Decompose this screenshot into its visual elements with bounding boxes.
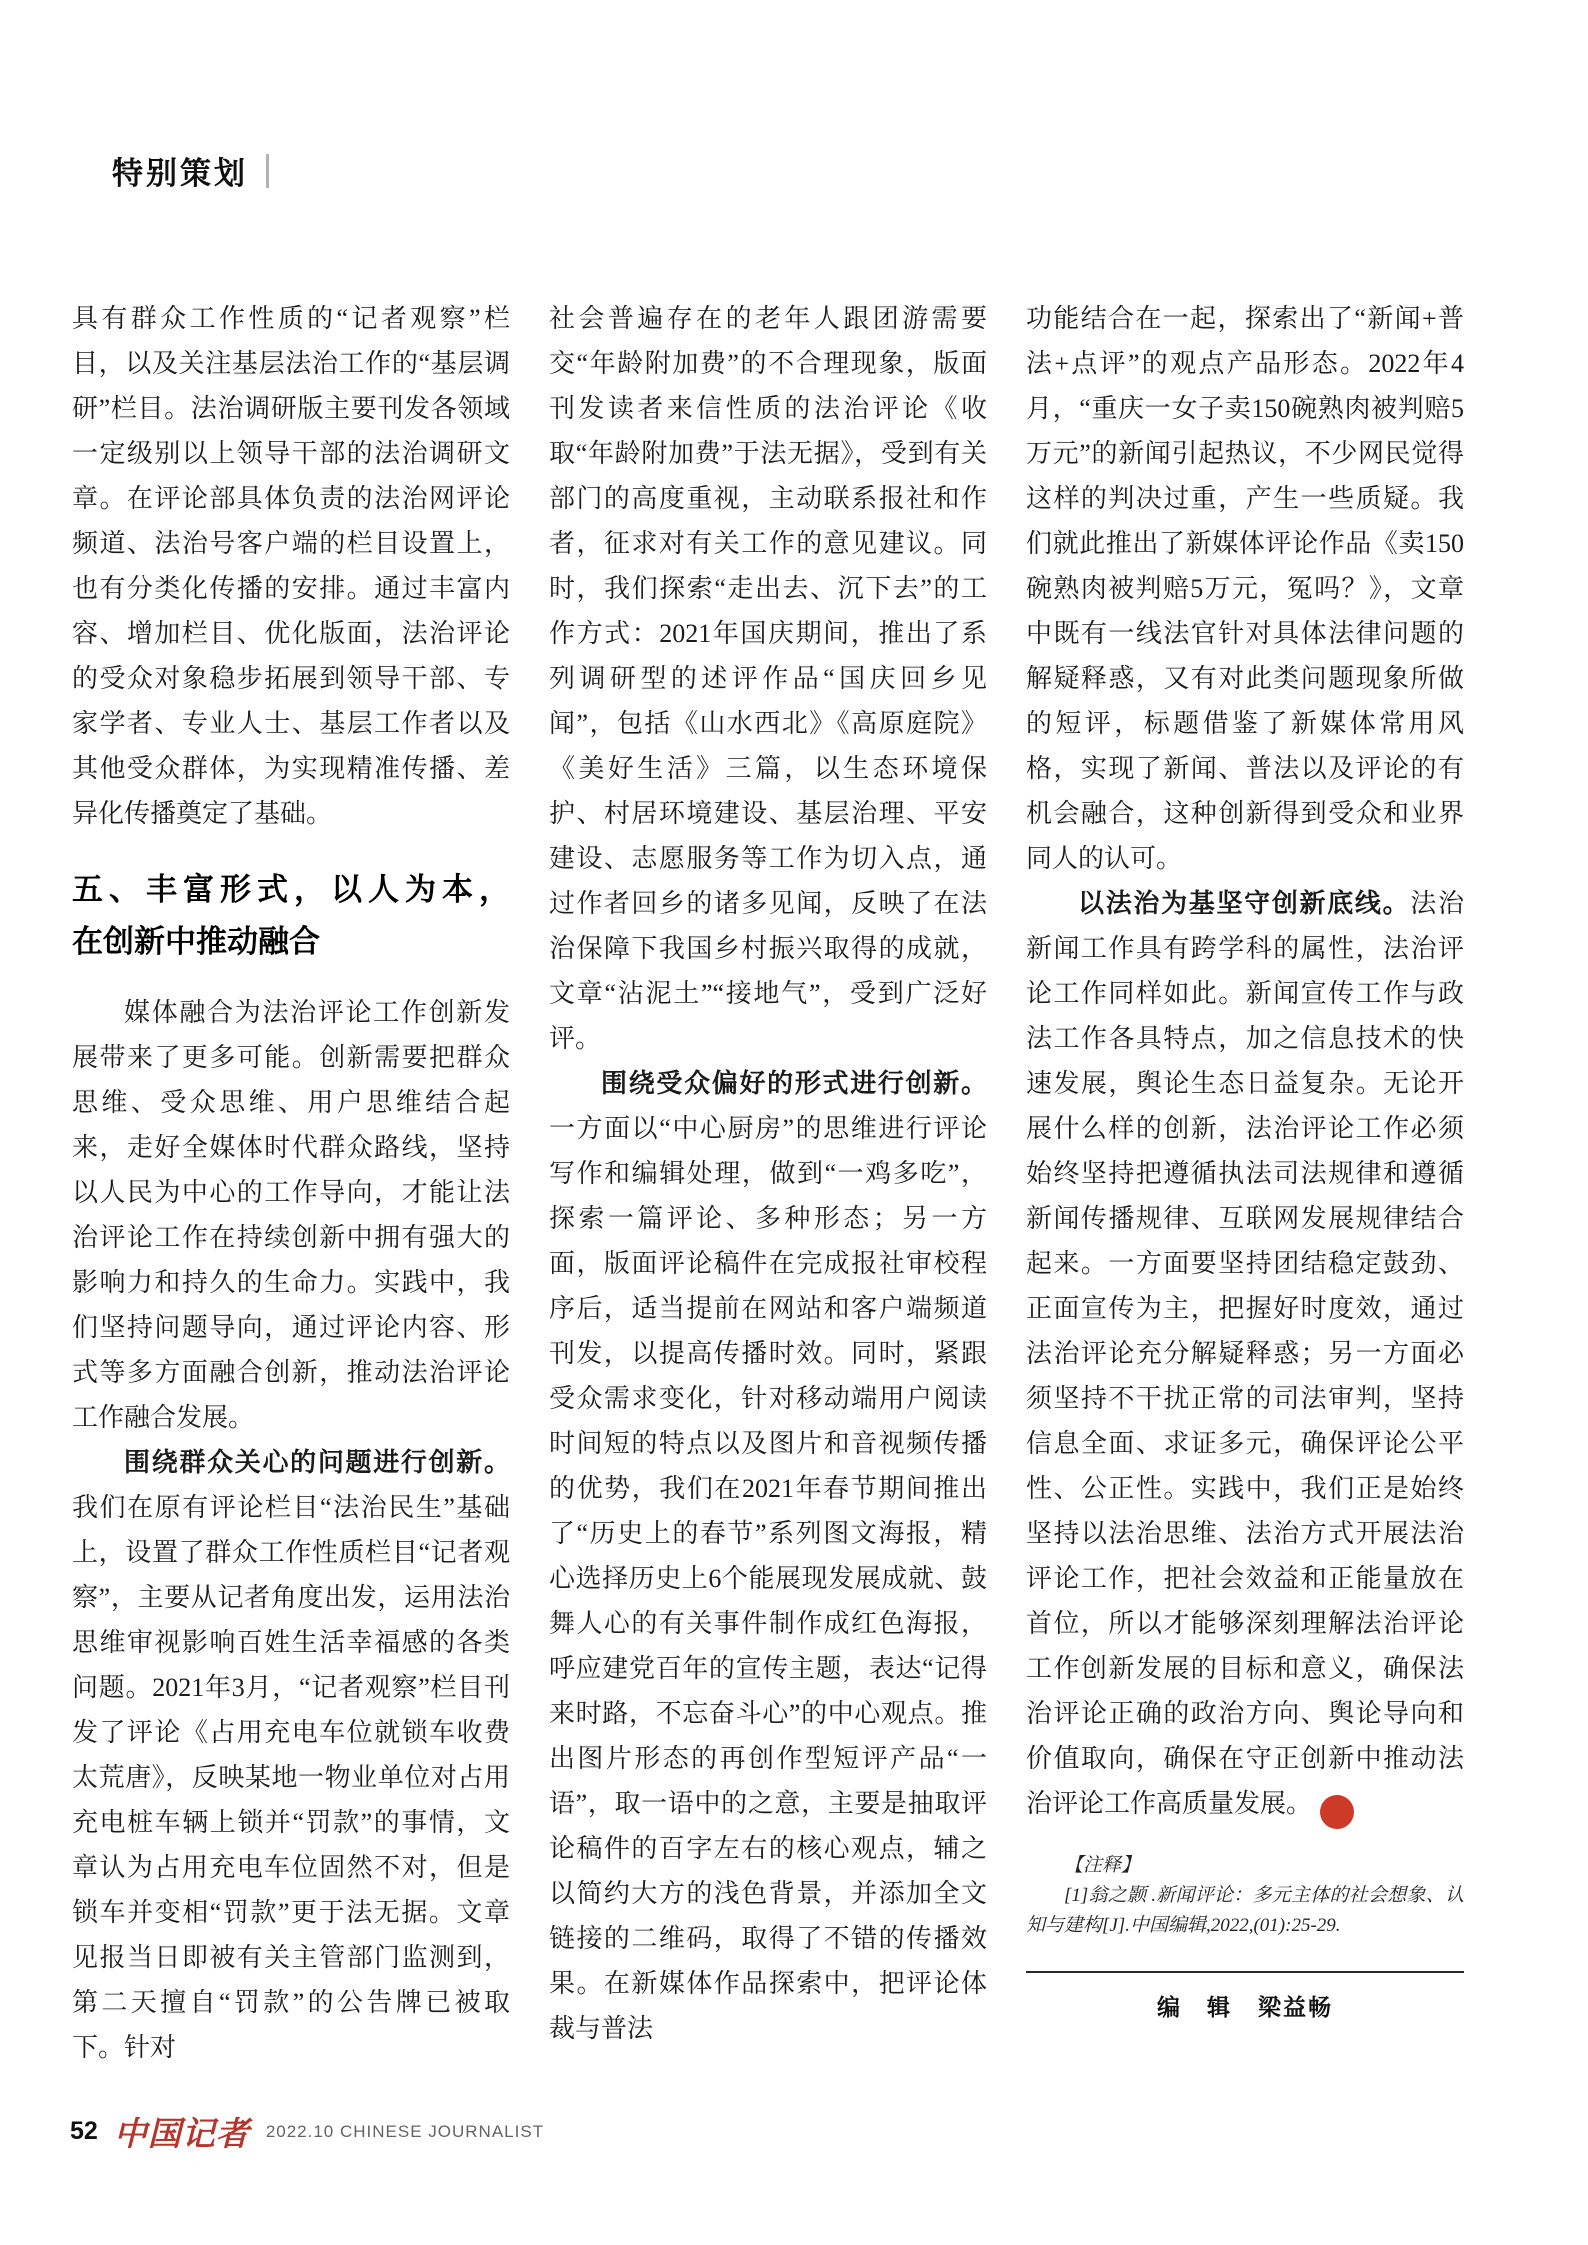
paragraph (549, 1061, 987, 2051)
editor-name: 梁益畅 (1258, 1994, 1333, 2020)
footnotes-title: 【注释】 (1064, 1855, 1141, 1876)
editor-label: 编 辑 (1157, 1994, 1232, 2020)
paragraph-text: 法治新闻工作具有跨学科的属性，法治评论工作同样如此。新闻宣传工作与政法工作各具特点，加之信息技术的快速发展，舆论生态日益复杂。无论开展什么样的创新，法治评论工作必须始终坚持把遵循执法司法规律和遵循新闻传播规律、互联网发展规律结合起来。一方面要坚持团结稳定鼓劲、正面宣传为主，把握好时度效，通过法治评论充分解疑释惑；另一方面必须坚持不干扰正常的司法审判，坚持信息全面、求证多元，确保评论公平性、公正性。实践中，我们正是始终坚持以法治思维、法治方式开展法治评论工作，把社会效益和正能量放在首位，所以才能够深刻理解法治评论工作创新发展的目标和意义，确保法治评论正确的政治方向、舆论导向和价值取向，确保在守正创新中推动法治评论工作高质量发展。 (1026, 889, 1464, 1818)
paragraph: 社会普遍存在的老年人跟团游需要交“年龄附加费”的不合理现象，版面刊发读者来信性质的法治评论《收取“年龄附加费”于法无据》，受到有关部门的高度重视，主动联系报社和作者，征求对有关工作的意见建议。同时，我们探索“走出去、沉下去”的工作方式：2021年国庆期间，推出了系列调研型的述评作品“国庆回乡见闻”，包括《山水西北》《高原庭院》《美好生活》三篇，以生态环境保护、村居环境建设、基层治理、平安建设、志愿服务等工作为切入点，通过作者回乡的诸多见闻，反映了在法治保障下我国乡村振兴取得的成就，文章“沾泥土”“接地气”，受到广泛好评。 (549, 304, 987, 1053)
journal-logo: 中国记者 (113, 2114, 250, 2153)
column-1 (72, 296, 510, 2088)
paragraph (1026, 881, 1464, 1829)
paragraph (72, 1440, 510, 2070)
issue-info: 2022.10 CHINESE JOURNALIST (265, 2121, 545, 2141)
paragraph-text: 我们在原有评论栏目“法治民生”基础上，设置了群众工作性质栏目“记者观察”，主要从记者角度出发，运用法治思维审视影响百姓生活幸福感的各类问题。2021年3月，“记者观察”栏目刊发了评论《占用充电车位就锁车收费太荒唐》，反映某地一物业单位对占用充电桩车辆上锁并“罚款”的事情，文章认为占用充电车位固然不对，但是锁车并变相“罚款”更于法无据。文章见报当日即被有关主管部门监测到，第二天擅自“罚款”的公告牌已被取下。针对 (72, 1493, 510, 2062)
editor-divider-rule (1026, 1971, 1464, 1973)
column-2 (549, 296, 987, 2088)
paragraph: 功能结合在一起，探索出了“新闻+普法+点评”的观点产品形态。2022年4月，“重庆一女子卖150碗熟肉被判赔5万元”的新闻引起热议，不少网民觉得这样的判决过重，产生一些质疑。我们就此推出了新媒体评论作品《卖150碗熟肉被判赔5万元，冤吗？》，文章中既有一线法官针对具体法律问题的解疑释惑，又有对此类问题现象所做的短评，标题借鉴了新媒体常用风格，实现了新闻、普法以及评论的有机会融合，这种创新得到受众和业界同人的认可。 (1026, 304, 1464, 873)
paragraph-text: 一方面以“中心厨房”的思维进行评论写作和编辑处理，做到“一鸡多吃”，探索一篇评论、多种形态；另一方面，版面评论稿件在完成报社审校程序后，适当提前在网站和客户端频道刊发，以提高传播时效。同时，紧跟受众需求变化，针对移动端用户阅读时间短的特点以及图片和音视频传播的优势，我们在2021年春节期间推出了“历史上的春节”系列图文海报，精心选择历史上6个能展现发展成就、鼓舞人心的有关事件制作成红色海报，呼应建党百年的宣传主题，表达“记得来时路，不忘奋斗心”的中心观点。推出图片形态的再创作型短评产品“一语”，取一语中的之意，主要是抽取评论稿件的百字左右的核心观点，辅之以简约大方的浅色背景，并添加全文链接的二维码，取得了不错的传播效果。在新媒体作品探索中，把评论体裁与普法 (549, 1114, 987, 2043)
editor-credit (1026, 1989, 1464, 2022)
page-footer (70, 2108, 544, 2155)
article-columns (72, 296, 1464, 2088)
paragraph-lead: 围绕群众关心的问题进行创新。 (124, 1447, 510, 1477)
footnote-item: [1]翁之颢 .新闻评论：多元主体的社会想象、认知与建构[J].中国编辑,2022,(01):25-29. (1026, 1885, 1464, 1936)
section-label: 特别策划 (112, 156, 248, 191)
heading-line-1: 五、丰富形式，以人为本， (72, 872, 510, 907)
column-3 (1026, 296, 1464, 2088)
section-header (112, 148, 269, 193)
heading-line-2: 在创新中推动融合 (72, 924, 320, 959)
footnotes-block (1026, 1851, 1464, 1941)
paragraph-lead: 以法治为基坚守创新底线。 (1078, 888, 1411, 918)
page-number: 52 (70, 2117, 98, 2145)
section-divider-bar (266, 154, 269, 188)
paragraph-lead: 围绕受众偏好的形式进行创新。 (601, 1068, 987, 1098)
paragraph: 具有群众工作性质的“记者观察”栏目，以及关注基层法治工作的“基层调研”栏目。法治调研版主要刊发各领域一定级别以上领导干部的法治调研文章。在评论部具体负责的法治网评论频道、法治号客户端的栏目设置上，也有分类化传播的安排。通过丰富内容、增加栏目、优化版面，法治评论的受众对象稳步拓展到领导干部、专家学者、专业人士、基层工作者以及其他受众群体，为实现精准传播、差异化传播奠定了基础。 (72, 304, 510, 828)
article-section-heading (72, 864, 510, 968)
paragraph: 媒体融合为法治评论工作创新发展带来了更多可能。创新需要把群众思维、受众思维、用户思维结合起来，走好全媒体时代群众路线，坚持以人民为中心的工作导向，才能让法治评论工作在持续创新中拥有强大的影响力和持久的生命力。实践中，我们坚持问题导向，通过评论内容、形式等多方面融合创新，推动法治评论工作融合发展。 (72, 998, 510, 1432)
journalist-seal-icon: 记 (1318, 1793, 1355, 1830)
